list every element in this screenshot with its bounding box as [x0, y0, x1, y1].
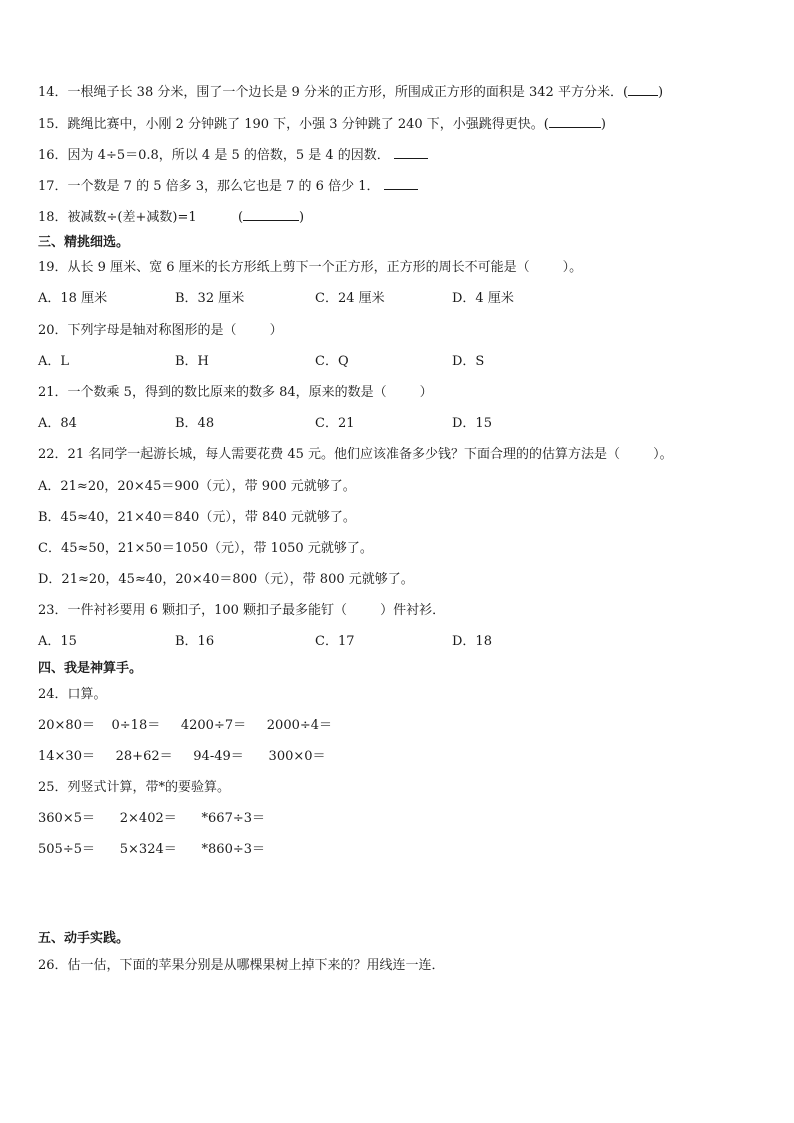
option-d[interactable]: D．18: [452, 634, 492, 649]
option-d[interactable]: D．S: [452, 354, 485, 369]
option-c[interactable]: C．21: [315, 416, 355, 431]
answer-blank[interactable]: [549, 115, 601, 128]
option-a[interactable]: A．L: [38, 354, 70, 369]
option-c[interactable]: C．24 厘米: [315, 291, 385, 306]
question-24-stem: 24．口算。: [38, 687, 107, 702]
option-a[interactable]: A．21≈20，20×45＝900（元），带 900 元就够了。: [38, 479, 356, 494]
section-heading-3: 三、精挑细选。: [38, 235, 130, 250]
option-a[interactable]: A．84: [38, 416, 77, 431]
option-b[interactable]: B．45≈40，21×40＝840（元），带 840 元就够了。: [38, 510, 356, 525]
oral-calc-row: 20×80＝ 0÷18＝ 4200÷7＝ 2000÷4＝: [38, 718, 333, 733]
option-b[interactable]: B．H: [175, 354, 209, 369]
question-25-stem: 25．列竖式计算，带*的要验算。: [38, 780, 231, 795]
option-a[interactable]: A．18 厘米: [38, 291, 108, 306]
question-18: [38, 208, 304, 226]
answer-blank[interactable]: [394, 146, 428, 159]
option-d[interactable]: D．21≈20，45≈40，20×40＝800（元），带 800 元就够了。: [38, 572, 414, 587]
question-15-text: 15．跳绳比赛中，小刚 2 分钟跳了 190 下，小强 3 分钟跳了 240 下，小强跳得更快。(: [38, 117, 549, 132]
answer-blank[interactable]: [628, 83, 658, 96]
option-b[interactable]: B．48: [175, 416, 215, 431]
option-d[interactable]: D．4 厘米: [452, 291, 514, 306]
answer-blank[interactable]: [243, 208, 299, 221]
question-15-close: ): [600, 117, 606, 132]
question-22-stem: 22．21 名同学一起游长城，每人需要花费 45 元。他们应该准备多少钱？下面合理的的估算方法是（ ）。: [38, 447, 673, 462]
option-b[interactable]: B．16: [175, 634, 215, 649]
question-16: [38, 146, 428, 164]
oral-calc-row: 14×30＝ 28+62＝ 94-49＝ 300×0＝: [38, 749, 326, 764]
question-19-stem: 19．从长 9 厘米、宽 6 厘米的长方形纸上剪下一个正方形，正方形的周长不可能是（ ）。: [38, 260, 583, 275]
question-21-stem: 21．一个数乘 5，得到的数比原来的数多 84，原来的数是（ ）: [38, 385, 433, 400]
option-c[interactable]: C．Q: [315, 354, 349, 369]
question-19-options: [38, 291, 758, 307]
question-26-stem: 26．估一估，下面的苹果分别是从哪棵果树上掉下来的？用线连一连．: [38, 958, 445, 973]
question-23-stem: 23．一件衬衫要用 6 颗扣子，100 颗扣子最多能钉（ ）件衬衫．: [38, 603, 446, 618]
question-16-text: 16．因为 4÷5＝0.8，所以 4 是 5 的倍数，5 是 4 的因数．: [38, 148, 390, 163]
answer-blank[interactable]: [384, 177, 418, 190]
question-14: [38, 83, 663, 101]
option-a[interactable]: A．15: [38, 634, 77, 649]
question-15: [38, 115, 606, 133]
section-heading-5: 五、动手实践。: [38, 931, 130, 946]
question-17-text: 17．一个数是 7 的 5 倍多 3，那么它也是 7 的 6 倍少 1．: [38, 179, 380, 194]
vertical-calc-row: 360×5＝ 2×402＝ *667÷3＝: [38, 811, 266, 826]
question-23-options: [38, 634, 758, 650]
option-c[interactable]: C．45≈50，21×50＝1050（元），带 1050 元就够了。: [38, 541, 373, 556]
question-14-text: 14．一根绳子长 38 分米，围了一个边长是 9 分米的正方形，所围成正方形的面积是 342 平方分米．(: [38, 85, 629, 100]
question-14-close: ): [658, 85, 664, 100]
question-18-text: 18．被减数÷(差+减数)=1 (: [38, 210, 244, 225]
question-18-close: ): [299, 210, 305, 225]
option-d[interactable]: D．15: [452, 416, 492, 431]
question-17: [38, 177, 418, 195]
vertical-calc-row: 505÷5＝ 5×324＝ *860÷3＝: [38, 842, 266, 857]
section-heading-4: 四、我是神算手。: [38, 661, 143, 676]
question-20-options: [38, 354, 758, 370]
option-b[interactable]: B．32 厘米: [175, 291, 245, 306]
question-20-stem: 20．下列字母是轴对称图形的是（ ）: [38, 323, 283, 338]
question-21-options: [38, 416, 758, 432]
option-c[interactable]: C．17: [315, 634, 355, 649]
